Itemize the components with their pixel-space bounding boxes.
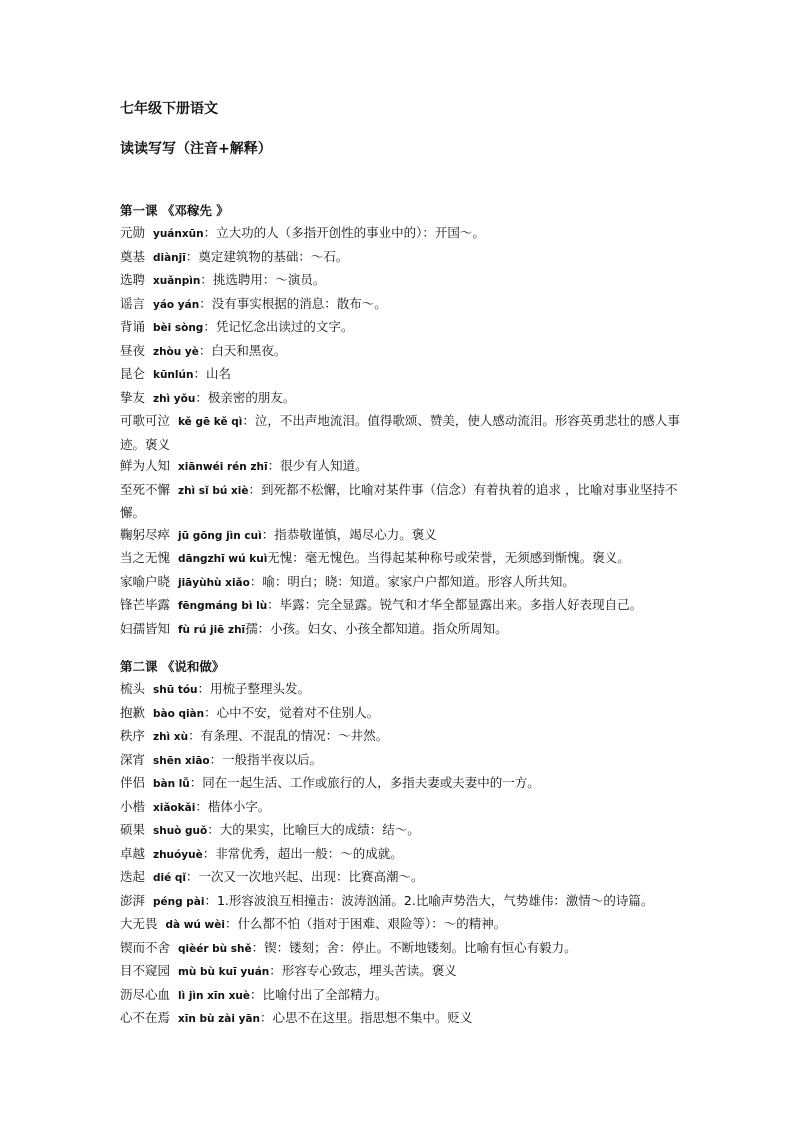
entry-pinyin: diànjī bbox=[152, 251, 186, 264]
vocabulary-entry bbox=[120, 410, 680, 455]
entry-definition: ：大的果实，比喻巨大的成绩：结～。 bbox=[207, 822, 420, 837]
entry-definition: ：泣，不出声地流泪。值得歌颂、赞美，使人感动流泪。形容英勇悲壮的感人事迹。褒义 bbox=[120, 413, 680, 452]
entry-word: 秩序 bbox=[120, 728, 146, 743]
entry-word: 迭起 bbox=[120, 869, 146, 884]
entry-definition: ：凭记忆念出读过的文字。 bbox=[203, 319, 354, 334]
entry-definition: ：一般指半夜以后。 bbox=[209, 751, 323, 767]
entry-word: 当之无愧 bbox=[120, 550, 171, 565]
entry-definition: 无愧：毫无愧色。当得起某种称号或荣誉，无须感到惭愧。褒义。 bbox=[267, 550, 630, 565]
entry-pinyin: péng pài bbox=[152, 895, 205, 908]
entry-pinyin: fēngmáng bì lù bbox=[177, 600, 268, 612]
entry-definition: ：什么都不怕（指对于困难、艰险等）：～的精神。 bbox=[224, 916, 507, 931]
entry-word: 卓越 bbox=[120, 845, 146, 861]
entry-word: 鲜为人知 bbox=[120, 458, 171, 473]
vocabulary-entry bbox=[120, 547, 680, 571]
entry-pinyin: yáo yán bbox=[152, 298, 200, 311]
entry-pinyin: bàn lǚ bbox=[152, 778, 190, 790]
entry-pinyin: shū tóu bbox=[152, 684, 198, 696]
vocabulary-entry bbox=[120, 455, 680, 479]
vocabulary-entry bbox=[120, 819, 680, 843]
entry-pinyin: zhì xù bbox=[152, 731, 189, 743]
entry-pinyin: yuánxūn bbox=[152, 228, 204, 240]
entry-word: 可歌可泣 bbox=[120, 413, 171, 428]
entry-word: 大无畏 bbox=[120, 916, 158, 931]
entry-definition: ：楷体小字。 bbox=[195, 798, 271, 814]
vocabulary-entry bbox=[120, 702, 680, 726]
lesson-1-section bbox=[120, 200, 680, 641]
vocabulary-entry bbox=[120, 479, 680, 524]
entry-word: 锲而不舍 bbox=[120, 939, 171, 955]
vocabulary-entry bbox=[120, 1007, 680, 1031]
entry-definition: ：同在一起生活、工作或旅行的人，多指夫妻或夫妻中的一方。 bbox=[189, 775, 540, 790]
entry-word: 锋芒毕露 bbox=[120, 597, 171, 612]
entry-pinyin: xīn bù zài yān bbox=[177, 1013, 260, 1025]
entry-word: 元勋 bbox=[120, 225, 146, 240]
entry-word: 澎湃 bbox=[120, 892, 146, 908]
vocabulary-entry bbox=[120, 363, 680, 387]
vocabulary-entry bbox=[120, 843, 680, 867]
entry-definition: ：白天和黑夜。 bbox=[198, 342, 287, 358]
entry-pinyin: zhòu yè bbox=[152, 345, 199, 358]
vocabulary-entry bbox=[120, 594, 680, 618]
vocabulary-entry bbox=[120, 524, 680, 548]
entry-pinyin: kūnlún bbox=[152, 369, 194, 381]
entry-word: 沥尽心血 bbox=[120, 986, 171, 1002]
entry-pinyin: fù rú jiē zhī bbox=[177, 623, 246, 636]
entry-definition: ：比喻付出了全部精力。 bbox=[250, 986, 388, 1002]
entry-pinyin: dà wú wèi bbox=[165, 919, 225, 931]
entry-definition: ：有条理、不混乱的情况：～井然。 bbox=[188, 728, 389, 743]
vocabulary-entry bbox=[120, 937, 680, 961]
entry-definition: ：形容专心致志，埋头苦读。褒义 bbox=[269, 963, 457, 978]
entry-definition: ：毕露：完全显露。锐气和才华全都显露出来。多指人好表现自己。 bbox=[267, 597, 643, 612]
entry-pinyin: kě gē kě qì bbox=[177, 416, 243, 428]
vocabulary-entry bbox=[120, 725, 680, 749]
entry-word: 小楷 bbox=[120, 798, 146, 814]
entry-definition: ：极亲密的朋友。 bbox=[195, 389, 296, 405]
entry-word: 奠基 bbox=[120, 248, 146, 264]
vocabulary-entry bbox=[120, 340, 680, 364]
entry-pinyin: shuò guǒ bbox=[152, 825, 208, 837]
entry-pinyin: bào qiàn bbox=[152, 707, 205, 720]
entry-definition: ：很少有人知道。 bbox=[267, 458, 368, 473]
vocabulary-entry bbox=[120, 796, 680, 820]
vocabulary-entry bbox=[120, 960, 680, 984]
entry-word: 昼夜 bbox=[120, 342, 146, 358]
entry-word: 心不在焉 bbox=[120, 1010, 171, 1025]
entry-definition: ：一次又一次地兴起、出现：比赛高潮～。 bbox=[185, 869, 424, 884]
entry-definition: ：喻：明白；晓：知道。家家户户都知道。形容人所共知。 bbox=[249, 573, 575, 589]
entry-pinyin: jū gōng jìn cuì bbox=[177, 529, 262, 542]
entry-definition: ：指恭敬谨慎，竭尽心力。褒义 bbox=[261, 526, 437, 542]
entry-word: 深宵 bbox=[120, 751, 146, 767]
entry-pinyin: mù bù kuī yuán bbox=[177, 966, 270, 978]
vocabulary-entry bbox=[120, 913, 680, 937]
vocabulary-list bbox=[120, 222, 680, 641]
vocabulary-entry bbox=[120, 618, 680, 642]
entry-pinyin: qièér bù shě bbox=[177, 942, 252, 955]
entry-word: 昆仑 bbox=[120, 366, 146, 381]
entry-word: 至死不懈 bbox=[120, 481, 171, 497]
entry-word: 挚友 bbox=[120, 389, 146, 405]
vocabulary-entry bbox=[120, 678, 680, 702]
entry-pinyin: dié qǐ bbox=[152, 872, 186, 884]
entry-word: 抱歉 bbox=[120, 704, 146, 720]
entry-definition: ：没有事实根据的消息：散布～。 bbox=[199, 295, 387, 311]
entry-definition: ：心思不在这里。指思想不集中。贬义 bbox=[259, 1010, 473, 1025]
entry-word: 谣言 bbox=[120, 295, 146, 311]
vocabulary-entry bbox=[120, 571, 680, 595]
vocabulary-entry bbox=[120, 222, 680, 246]
vocabulary-entry bbox=[120, 984, 680, 1008]
entry-word: 选聘 bbox=[120, 272, 146, 287]
vocabulary-list bbox=[120, 678, 680, 1031]
vocabulary-entry bbox=[120, 866, 680, 890]
entry-definition: ：非常优秀，超出一般：～的成就。 bbox=[202, 845, 403, 861]
entry-definition: ：锲：镂刻；舍：停止。不断地镂刻。比喻有恒心有毅力。 bbox=[251, 939, 577, 955]
entry-word: 家喻户晓 bbox=[120, 573, 171, 589]
entry-pinyin: bèi sòng bbox=[152, 322, 204, 334]
vocabulary-entry bbox=[120, 890, 680, 914]
entry-definition: 孺：小孩。妇女、小孩全都知道。指众所周知。 bbox=[245, 620, 508, 636]
entry-definition: ：挑选聘用：～演员。 bbox=[200, 272, 326, 287]
vocabulary-entry bbox=[120, 246, 680, 270]
entry-word: 目不窥园 bbox=[120, 963, 171, 978]
entry-definition: ：到死都不松懈，比喻对某件事（信念）有着执着的追求 ，比喻对事业坚持不懈。 bbox=[120, 481, 678, 520]
entry-pinyin: zhuóyuè bbox=[152, 848, 203, 861]
vocabulary-entry bbox=[120, 316, 680, 340]
entry-pinyin: dāngzhī wú kuì bbox=[177, 553, 268, 565]
vocabulary-entry bbox=[120, 387, 680, 411]
lesson-heading: 第二课 《说和做》 bbox=[120, 659, 225, 674]
entry-definition: ：奠定建筑物的基础：～石。 bbox=[185, 248, 349, 264]
entry-pinyin: xiǎokǎi bbox=[152, 801, 196, 814]
entry-definition: ：心中不安，觉着对不住别人。 bbox=[204, 704, 380, 720]
document-subtitle: 读读写写（注音+解释） bbox=[120, 141, 272, 157]
entry-word: 伴侣 bbox=[120, 775, 146, 790]
entry-pinyin: xiānwéi rén zhī bbox=[177, 461, 268, 473]
lesson-2-section bbox=[120, 656, 680, 1031]
vocabulary-entry bbox=[120, 772, 680, 796]
entry-pinyin: jiāyùhù xiǎo bbox=[177, 576, 250, 589]
entry-word: 妇孺皆知 bbox=[120, 620, 171, 636]
entry-definition: ：1.形容波浪互相撞击：波涛汹涌。2.比喻声势浩大，气势雄伟：激情～的诗篇。 bbox=[204, 892, 654, 908]
vocabulary-entry bbox=[120, 749, 680, 773]
entry-word: 背诵 bbox=[120, 319, 146, 334]
lesson-heading: 第一课 《邓稼先 》 bbox=[120, 203, 229, 218]
entry-word: 鞠躬尽瘁 bbox=[120, 526, 171, 542]
entry-word: 梳头 bbox=[120, 681, 146, 696]
vocabulary-entry bbox=[120, 269, 680, 293]
document-title: 七年级下册语文 bbox=[120, 101, 218, 117]
entry-pinyin: shēn xiāo bbox=[152, 754, 210, 767]
entry-pinyin: lì jìn xīn xuè bbox=[177, 989, 251, 1002]
entry-definition: ：立大功的人（多指开创性的事业中的）：开国～。 bbox=[203, 225, 485, 240]
entry-pinyin: zhì yǒu bbox=[152, 392, 196, 405]
entry-definition: ：山名 bbox=[193, 366, 231, 381]
vocabulary-entry bbox=[120, 293, 680, 317]
entry-pinyin: xuǎnpìn bbox=[152, 275, 201, 287]
entry-word: 硕果 bbox=[120, 822, 146, 837]
entry-definition: ：用梳子整理头发。 bbox=[197, 681, 311, 696]
entry-pinyin: zhì sǐ bú xiè bbox=[177, 484, 249, 497]
